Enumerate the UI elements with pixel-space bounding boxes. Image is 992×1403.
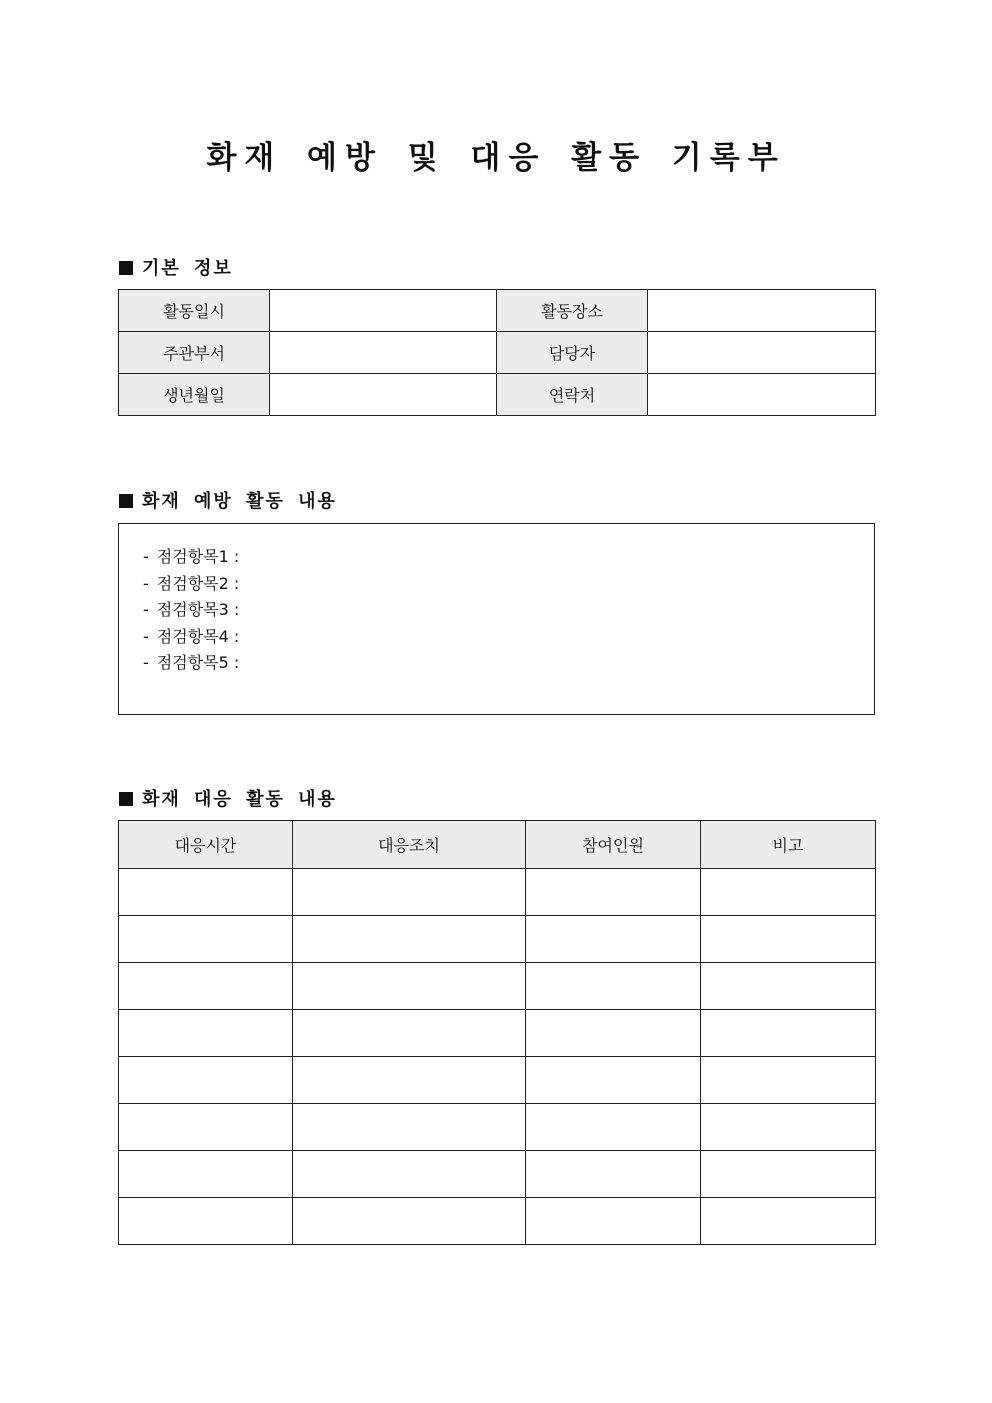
page-title: 화재 예방 및 대응 활동 기록부 <box>206 140 786 176</box>
column-header-response-time: 대응시간 <box>119 821 293 869</box>
table-row <box>119 963 876 1010</box>
label-host-department: 주관부서 <box>119 332 270 374</box>
label-activity-datetime: 활동일시 <box>119 290 270 332</box>
table-header-row <box>119 821 876 869</box>
label-contact: 연락처 <box>497 374 648 416</box>
table-row <box>119 290 876 332</box>
table-cell[interactable] <box>293 963 526 1010</box>
table-cell[interactable] <box>293 1151 526 1198</box>
table-cell[interactable] <box>293 1104 526 1151</box>
section-heading-prevention <box>119 487 337 513</box>
field-activity-location[interactable] <box>648 290 876 332</box>
table-cell[interactable] <box>293 869 526 916</box>
field-host-department[interactable] <box>270 332 497 374</box>
square-bullet-icon <box>119 792 133 806</box>
table-row <box>119 869 876 916</box>
square-bullet-icon <box>119 261 133 275</box>
table-cell[interactable] <box>701 1010 876 1057</box>
table-row <box>119 332 876 374</box>
section-heading-text: 기본 정보 <box>142 258 233 279</box>
prevention-checklist <box>119 524 874 677</box>
table-cell[interactable] <box>526 869 701 916</box>
dash-bullet: - <box>143 653 149 673</box>
list-item <box>143 624 874 651</box>
table-cell[interactable] <box>526 1010 701 1057</box>
field-contact[interactable] <box>648 374 876 416</box>
table-cell[interactable] <box>293 1057 526 1104</box>
dash-bullet: - <box>143 547 149 566</box>
table-cell[interactable] <box>119 1198 293 1245</box>
field-person-in-charge[interactable] <box>648 332 876 374</box>
section-heading-text: 화재 예방 활동 내용 <box>142 491 337 512</box>
label-activity-location: 활동장소 <box>497 290 648 332</box>
table-cell[interactable] <box>293 916 526 963</box>
list-item <box>143 650 874 677</box>
check-item-label: 점검항목1 : <box>156 547 240 566</box>
table-cell[interactable] <box>526 1104 701 1151</box>
label-person-in-charge: 담당자 <box>497 332 648 374</box>
section-heading-basic <box>119 254 233 280</box>
table-cell[interactable] <box>526 1057 701 1104</box>
column-header-participants: 참여인원 <box>526 821 701 869</box>
table-row <box>119 1104 876 1151</box>
table-cell[interactable] <box>119 1010 293 1057</box>
check-item-label: 점검항목5 : <box>156 653 240 673</box>
table-row <box>119 1010 876 1057</box>
table-cell[interactable] <box>293 1198 526 1245</box>
dash-bullet: - <box>143 626 149 646</box>
check-item-label: 점검항목2 : <box>156 573 240 593</box>
table-cell[interactable] <box>701 963 876 1010</box>
square-bullet-icon <box>119 494 133 508</box>
table-row <box>119 916 876 963</box>
dash-bullet: - <box>143 573 149 593</box>
table-cell[interactable] <box>526 1151 701 1198</box>
section-heading-text: 화재 대응 활동 내용 <box>142 789 337 810</box>
basic-info-table <box>118 289 876 416</box>
list-item <box>143 544 874 571</box>
table-cell[interactable] <box>526 1198 701 1245</box>
table-cell[interactable] <box>701 1104 876 1151</box>
check-item-label: 점검항목4 : <box>156 626 240 646</box>
table-cell[interactable] <box>119 963 293 1010</box>
table-cell[interactable] <box>701 869 876 916</box>
table-cell[interactable] <box>526 963 701 1010</box>
column-header-remarks: 비고 <box>701 821 876 869</box>
table-cell[interactable] <box>701 1057 876 1104</box>
section-heading-response <box>119 785 337 811</box>
list-item <box>143 597 874 624</box>
table-cell[interactable] <box>293 1010 526 1057</box>
table-cell[interactable] <box>119 1151 293 1198</box>
table-cell[interactable] <box>119 916 293 963</box>
table-cell[interactable] <box>119 869 293 916</box>
check-item-label: 점검항목3 : <box>156 600 240 620</box>
table-cell[interactable] <box>119 1104 293 1151</box>
table-row <box>119 1057 876 1104</box>
field-activity-datetime[interactable] <box>270 290 497 332</box>
dash-bullet: - <box>143 600 149 620</box>
column-header-response-action: 대응조치 <box>293 821 526 869</box>
list-item <box>143 571 874 598</box>
table-cell[interactable] <box>701 916 876 963</box>
table-row <box>119 1198 876 1245</box>
table-cell[interactable] <box>701 1151 876 1198</box>
label-birth-date: 생년월일 <box>119 374 270 416</box>
field-birth-date[interactable] <box>270 374 497 416</box>
table-cell[interactable] <box>701 1198 876 1245</box>
table-cell[interactable] <box>526 916 701 963</box>
table-cell[interactable] <box>119 1057 293 1104</box>
table-row <box>119 374 876 416</box>
table-row <box>119 1151 876 1198</box>
response-activity-table <box>118 820 876 1245</box>
prevention-content-box[interactable] <box>118 523 875 715</box>
